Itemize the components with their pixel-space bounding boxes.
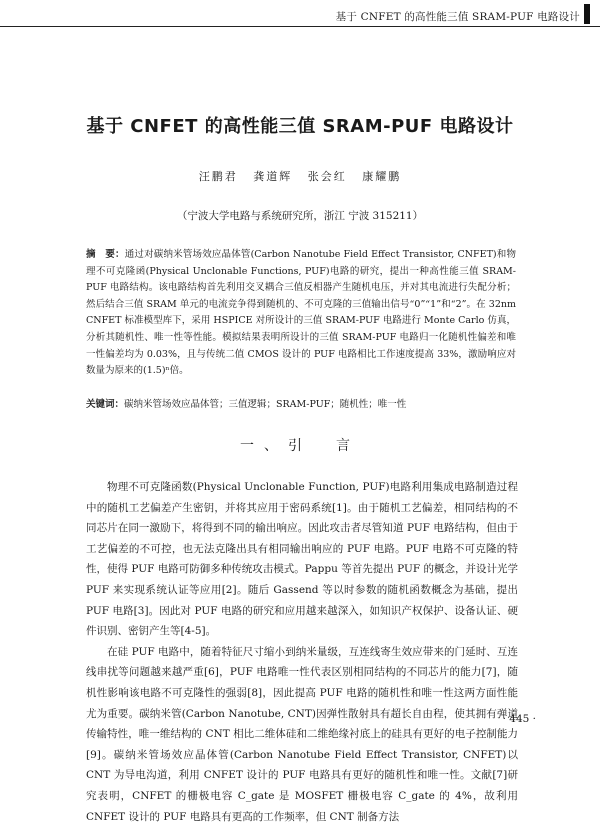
paragraph: 物理不可克隆函数(Physical Unclonable Function, PUF)电路利用集成电路制造过程中的随机工艺偏差产生密钥，并将其应用于密码系统[1]。由于随机工艺偏差，相同结构的不同芯片在同一激励下，将得到不同的输出响应。因此攻击者尽管知道 PUF 电路结构，但由于工艺偏差的不可控，也无法克隆出具有相同输出响应的 PUF 电路。PUF 电路不可克隆的特性，使得 PUF 电路可防御多种传统攻击模式。Pappu 等首先提出 PUF 的概念，并设计光学 PUF 来实现系统认证等应用[2]。随后 Gassend 等以时参数的随机函数概念为基础，提出 PUF 电路[3]。因此对 PUF 电路的研究和应用越来越深入，如知识产权保护、设备认证、硬件识别、密钥产生等[4-5]。: [86, 481, 518, 638]
keywords-text: 碳纳米管场效应晶体管；三值逻辑；SRAM-PUF；随机性；唯一性: [124, 399, 407, 410]
abstract-text: 通过对碳纳米管场效应晶体管(Carbon Nanotube Field Effect Transistor, CNFET)和物理不可克隆函(Physical Unclonable Functions, PUF)电路的研究，提出一种高性能三值 SRAM-PUF 电路结构。该电路结构首先利用交叉耦合三值反相器产生随机电压，并对其电流进行失配分析；然后结合三值 SRAM 单元的电流竞争得到随机的、不可克隆的三值输出信号“0”“1”和“2”。在 32nm CNFET 标准模型库下，采用 HSPICE 对所设计的三值 SRAM-PUF 电路进行 Monte Carlo 仿真，分析其随机性、唯一性等性能。模拟结果表明所设计的三值 SRAM-PUF 电路归一化随机性偏差和唯一性偏差均为 0.03%，且与传统二值 CMOS 设计的 PUF 电路相比工作速度提高 33%，激励响应对数量为原来的(1.5)ⁿ倍。: [86, 249, 516, 377]
running-header: 基于 CNFET 的高性能三值 SRAM-PUF 电路设计: [335, 11, 580, 23]
keywords: [86, 397, 516, 413]
header-rule: [0, 26, 600, 27]
keywords-label: 关键词：: [86, 399, 125, 410]
affiliation: （宁波大学电路与系统研究所，浙江 宁波 315211）: [176, 210, 424, 222]
paragraph: 在硅 PUF 电路中，随着特征尺寸缩小到纳米量级，互连线寄生效应带来的门延时、互连线串扰等问题越来越严重[6]，PUF 电路唯一性代表区别相同结构的不同芯片的能力[7]，随机性影响该电路不可克隆性的强弱[8]，因此提高 PUF 电路的随机性和唯一性这两方面性能尤为重要。碳纳米管(Carbon Nanotube, CNT)因弹性散射具有超长自由程，使其拥有弹道传输特性，唯一维结构的 CNT 相比二维体硅和二维绝缘衬底上的硅具有更好的电子控制能力[9]。碳纳米管场效应晶体管(Carbon Nanotube Field Effect Transistor, CNFET)以 CNT 为导电沟道，利用 CNFET 设计的 PUF 电路具有更好的随机性和唯一性。文献[7]研究表明，CNFET 的栅极电容 C_gate 是 MOSFET 栅极电容 C_gate 的 4%，故利用 CNFET 设计的 PUF 电路具有更高的工作频率，但 CNT 制备方法: [86, 645, 518, 823]
author: 汪鹏君: [198, 170, 238, 183]
author: 龚道辉: [253, 170, 293, 183]
abstract-label: 摘 要：: [86, 249, 125, 260]
section-heading-introduction: 一、引 言: [240, 438, 360, 454]
page-number: · 445 ·: [502, 713, 536, 725]
author-list: [0, 168, 600, 184]
body-text: [86, 477, 518, 827]
header-edge-mark: [584, 4, 590, 24]
abstract: [86, 247, 516, 380]
paper-title: 基于 CNFET 的高性能三值 SRAM-PUF 电路设计: [86, 116, 514, 137]
author: 张会红: [307, 170, 347, 183]
author: 康耀鹏: [362, 170, 402, 183]
